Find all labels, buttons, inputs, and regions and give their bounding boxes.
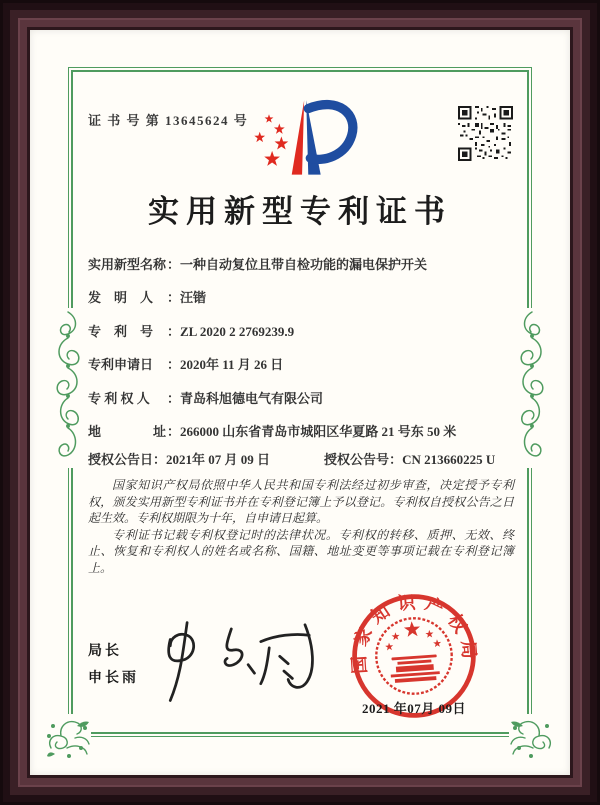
field-colon: ： [167, 290, 181, 305]
field-row-filing-date [88, 354, 283, 373]
field-colon: ： [167, 357, 181, 372]
field-value: ZL 2020 2 2769239.9 [180, 324, 295, 339]
field-row-address [88, 421, 456, 440]
grant-no-value: CN 213660225 U [402, 452, 496, 467]
grant-date-label: 授权公告日 [88, 452, 154, 467]
field-value: 一种自动复位且带自检功能的漏电保护开关 [180, 257, 428, 272]
cnipa-logo-icon [238, 94, 362, 182]
signer-title: 局长 [88, 642, 122, 658]
field-label: 实用新型名称 [88, 257, 167, 272]
right-scroll-ornament-icon [512, 308, 552, 468]
qr-code-icon [458, 106, 513, 161]
left-scroll-ornament-icon [48, 308, 88, 468]
field-colon: ： [167, 391, 181, 406]
field-row-name [88, 254, 427, 273]
field-colon: ： [389, 452, 403, 467]
field-label: 地 址 [88, 424, 167, 439]
field-label: 专 利 权 人 [88, 391, 150, 406]
grant-no-label: 授权公告号 [324, 452, 390, 467]
field-row-grant [88, 449, 495, 468]
signer-name: 申长雨 [88, 669, 139, 685]
field-colon: ： [167, 424, 181, 439]
legal-paragraph-1: 国家知识产权局依照中华人民共和国专利法经过初步审查，决定授予专利权，颁发实用新型专利证书并在专利登记簿上予以登记。专利权自授权公告之日起生效。专利权期限为十年，自申请日起算。 [88, 478, 514, 525]
national-emblem-icon [384, 619, 444, 683]
signature-script-icon [155, 610, 335, 710]
certificate-title: 实用新型专利证书 [148, 194, 452, 229]
field-label: 专 利 号 [88, 324, 154, 339]
seal-date: 2021 年07月 09日 [361, 701, 466, 716]
legal-text [88, 477, 514, 576]
field-value: 汪锴 [180, 290, 207, 305]
field-colon: ： [167, 324, 181, 339]
seal-text: 国家知识产权局 [348, 591, 480, 675]
field-label: 发 明 人 [88, 290, 154, 305]
field-row-patentee [88, 388, 323, 407]
certificate-paper [30, 30, 570, 775]
field-value: 青岛科旭德电气有限公司 [180, 391, 324, 406]
field-row-inventor [88, 287, 206, 306]
field-colon: ： [167, 257, 181, 272]
field-value: 266000 山东省青岛市城阳区华夏路 21 号东 50 米 [180, 424, 457, 439]
field-colon: ： [153, 452, 167, 467]
field-label: 专利申请日 [88, 357, 154, 372]
field-value: 2020年 11 月 26 日 [180, 357, 284, 372]
certificate-number: 证 书 号 第 13645624 号 [88, 113, 249, 128]
bottom-left-floral-icon [45, 714, 91, 760]
legal-paragraph-2: 专利证书记载专利权登记时的法律状况。专利权的转移、质押、无效、终止、恢复和专利权人的姓名或名称、国籍、地址变更等事项记载在专利登记簿上。 [88, 527, 514, 575]
grant-date-value: 2021年 07 月 09 日 [166, 452, 271, 467]
field-row-patent-no [88, 321, 294, 340]
bottom-right-floral-icon [509, 714, 555, 760]
